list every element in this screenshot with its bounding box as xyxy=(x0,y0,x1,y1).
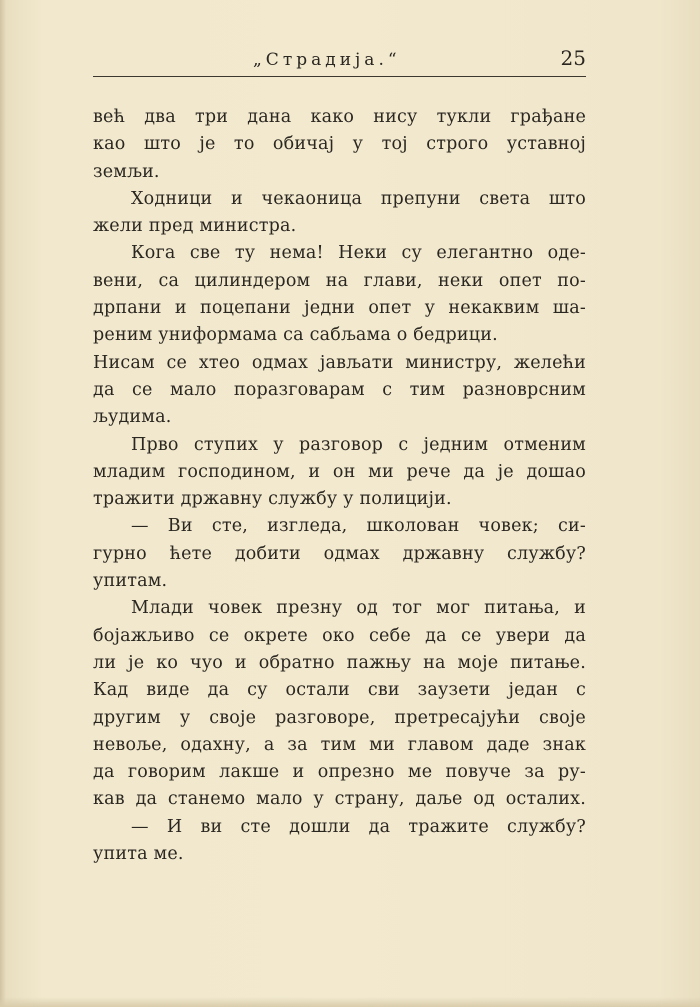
body-text xyxy=(93,104,586,868)
text-line: Млади човек презну од тог мог питања, и xyxy=(131,598,586,619)
text-line: упитам. xyxy=(93,571,168,592)
text-line: Ходници и чекаоница препуни света што xyxy=(131,188,586,209)
text-line: људима. xyxy=(93,407,172,428)
text-line: жели пред министра. xyxy=(93,216,297,237)
text-line: бојажљиво се окрете око себе да се увери да xyxy=(93,625,586,646)
text-line: дрпани и поцепани једни опет у некаквим ша- xyxy=(93,298,586,319)
text-line: — Ви сте, изгледа, школован човек; си- xyxy=(131,516,586,537)
text-line: Кад виде да су остали сви заузети један с xyxy=(93,680,586,701)
text-line: земљи. xyxy=(93,161,160,182)
page-number: 25 xyxy=(560,46,586,70)
page-header xyxy=(93,38,586,74)
text-line: као што је то обичај у тој строго уставној xyxy=(93,134,586,155)
text-line: да говорим лакше и опрезно ме повуче за ру- xyxy=(93,762,586,783)
text-line: да се мало поразговарам с тим разноврсним xyxy=(93,379,586,400)
text-line: вени, са цилиндером на глави, неки опет по- xyxy=(93,270,586,291)
text-line: невоље, одахну, а за тим ми главом даде знак xyxy=(93,734,586,755)
page-bottom-edge xyxy=(0,997,700,1007)
text-line: већ два три дана како нису тукли грађане xyxy=(93,107,586,127)
text-line: Нисам се хтео одмах јављати министру, желећи xyxy=(93,352,586,373)
text-line: Прво ступих у разговор с једним отменим xyxy=(131,434,586,455)
text-line: ли је ко чуо и обратно пажњу на моје питање. xyxy=(93,652,586,673)
page-binding-edge xyxy=(0,0,6,1007)
text-line: младим господином, и он ми рече да је дошао xyxy=(93,461,586,482)
text-line: Кога све ту нема! Неки су елегантно оде- xyxy=(131,243,586,264)
text-line: — И ви сте дошли да тражите службу? xyxy=(131,816,586,837)
text-line: другим у своје разговоре, претресајући своје xyxy=(93,707,586,728)
text-line: гурно ћете добити одмах државну службу? xyxy=(93,543,586,564)
header-rule xyxy=(93,76,586,77)
running-title: „Страдија.“ xyxy=(253,50,401,70)
text-line: упита ме. xyxy=(93,844,184,865)
text-line: реним униформама са сабљама о бедрици. xyxy=(93,325,498,346)
text-line: тражити државну службу у полицији. xyxy=(93,489,452,510)
text-line: кав да станемо мало у страну, даље од осталих. xyxy=(93,789,586,810)
